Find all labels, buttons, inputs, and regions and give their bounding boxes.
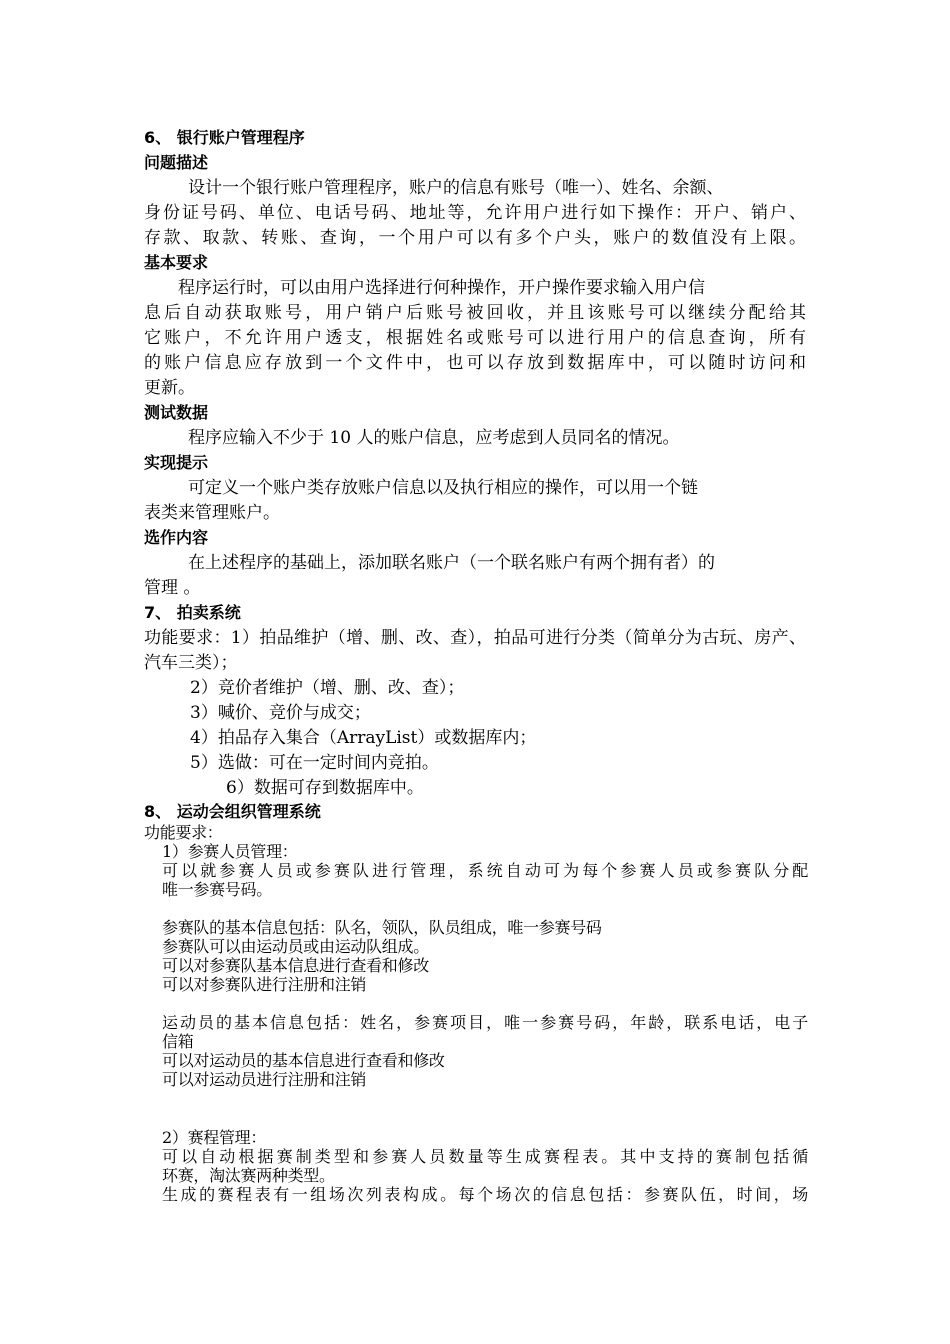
schedule-management-label: 2）赛程管理： [162, 1128, 267, 1147]
requirements-line: 更新。 [144, 378, 195, 398]
participant-management-line: 唯一参赛号码。 [162, 880, 272, 899]
sports-requirements-label: 功能要求： [144, 823, 223, 842]
team-info-line: 参赛队的基本信息包括：队名，领队，队员组成，唯一参赛号码 [162, 918, 602, 937]
auction-requirements-line: 功能要求：1）拍品维护（增、删、改、查），拍品可进行分类（简单分为古玩、房产、 [144, 628, 806, 648]
auction-requirements-line: 汽车三类）； [144, 653, 238, 673]
section-6-title: 6、 银行账户管理程序 [144, 128, 305, 147]
section-7-title: 7、 拍卖系统 [144, 603, 241, 622]
athlete-info-line: 可以对运动员进行注册和注销 [162, 1070, 367, 1089]
problem-heading: 问题描述 [144, 153, 209, 172]
schedule-management-line: 生成的赛程表有一组场次列表构成。每个场次的信息包括：参赛队伍，时间，场 [162, 1185, 808, 1204]
team-info-line: 可以对参赛队基本信息进行查看和修改 [162, 956, 429, 975]
requirements-line: 息后自动获取账号，用户销户后账号被回收，并且该账号可以继续分配给其 [144, 303, 806, 323]
team-info-line: 参赛队可以由运动员或由运动队组成。 [162, 937, 429, 956]
requirements-line: 的账户信息应存放到一个文件中，也可以存放到数据库中，可以随时访问和 [144, 353, 806, 373]
hint-heading: 实现提示 [144, 453, 209, 472]
problem-line: 身份证号码、单位、电话号码、地址等，允许用户进行如下操作：开户、销户、 [144, 203, 806, 223]
participant-management-line: 可以就参赛人员或参赛队进行管理，系统自动可为每个参赛人员或参赛队分配 [162, 861, 808, 880]
problem-line: 设计一个银行账户管理程序，账户的信息有账号（唯一）、姓名、余额、 [188, 178, 724, 198]
auction-item: 3）喊价、竞价与成交； [190, 703, 371, 723]
hint-line: 表类来管理账户。 [144, 503, 280, 523]
requirements-line: 程序运行时，可以由用户选择进行何种操作，开户操作要求输入用户信 [178, 278, 705, 298]
test-data-heading: 测试数据 [144, 403, 209, 422]
team-info-line: 可以对参赛队进行注册和注销 [162, 975, 367, 994]
test-data-line: 程序应输入不少于 10 人的账户信息，应考虑到人员同名的情况。 [188, 428, 680, 448]
optional-heading: 选作内容 [144, 528, 209, 547]
requirements-line: 它账户，不允许用户透支，根据姓名或账号可以进行用户的信息查询，所有 [144, 328, 806, 348]
auction-item: 6）数据可存到数据库中。 [226, 778, 424, 798]
schedule-management-line: 环赛，淘汰赛两种类型。 [162, 1166, 335, 1185]
auction-item: 4）拍品存入集合（ArrayList）或数据库内； [190, 728, 537, 748]
section-8-title: 8、 运动会组织管理系统 [144, 802, 321, 821]
participant-management-label: 1）参赛人员管理： [162, 842, 298, 861]
schedule-management-line: 可以自动根据赛制类型和参赛人员数量等生成赛程表。其中支持的赛制包括循 [162, 1147, 808, 1166]
requirements-heading: 基本要求 [144, 253, 209, 272]
problem-line: 存款、取款、转账、查询，一个用户可以有多个户头，账户的数值没有上限。 [144, 228, 806, 248]
optional-line: 管理 。 [144, 578, 201, 598]
athlete-info-line: 可以对运动员的基本信息进行查看和修改 [162, 1051, 445, 1070]
auction-item: 2）竞价者维护（增、删、改、查）； [190, 678, 465, 698]
hint-line: 可定义一个账户类存放账户信息以及执行相应的操作，可以用一个链 [188, 478, 698, 498]
optional-line: 在上述程序的基础上，添加联名账户（一个联名账户有两个拥有者）的 [188, 553, 715, 573]
auction-item: 5）选做：可在一定时间内竞拍。 [190, 753, 439, 773]
athlete-info-line: 运动员的基本信息包括：姓名，参赛项目，唯一参赛号码，年龄，联系电话，电子 [162, 1013, 808, 1032]
athlete-info-line: 信箱 [162, 1032, 194, 1051]
